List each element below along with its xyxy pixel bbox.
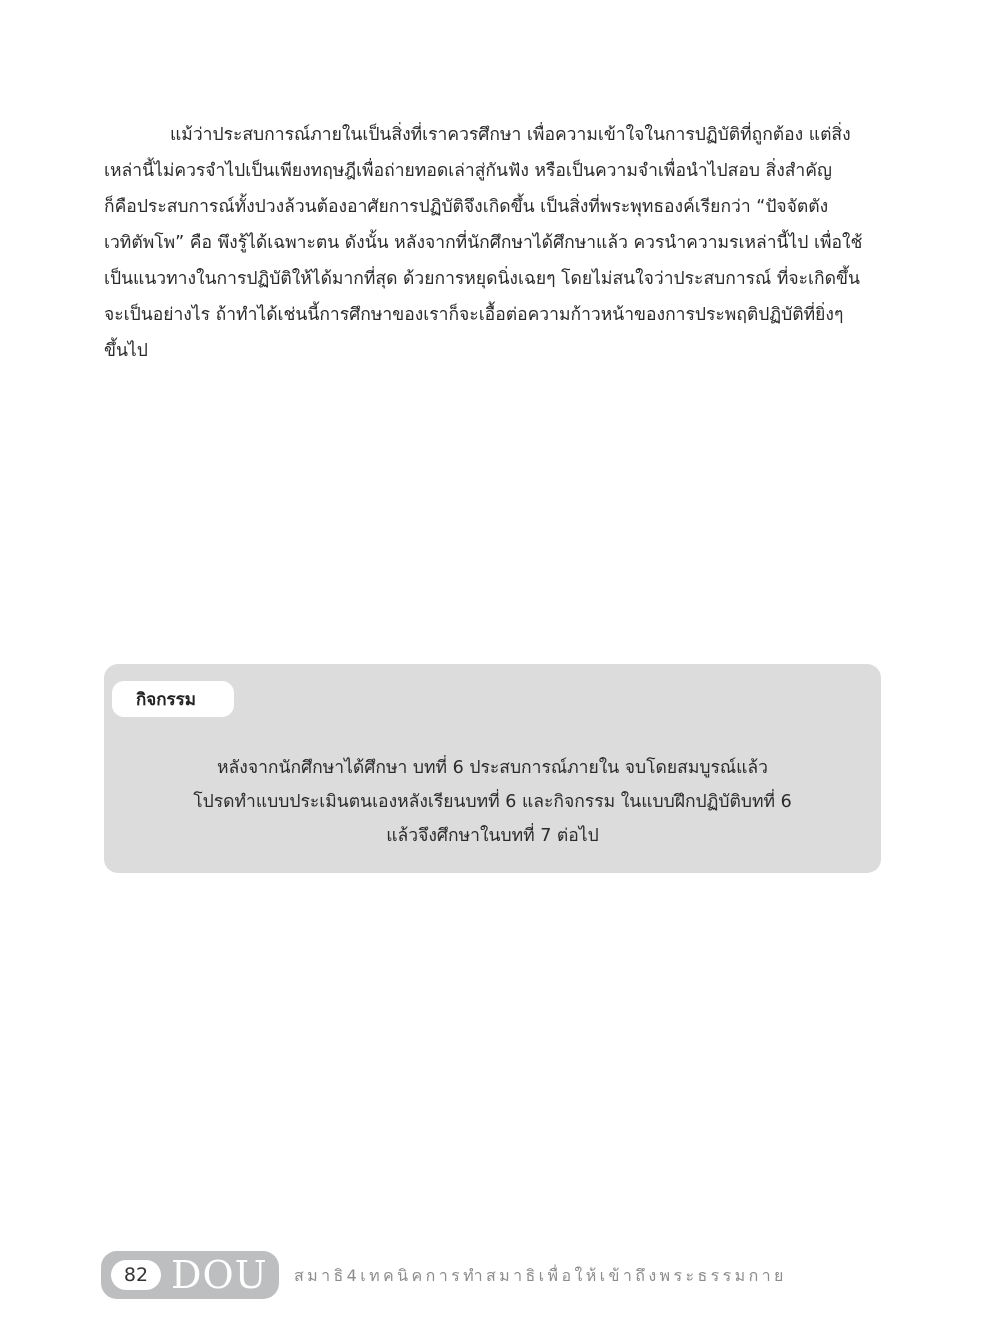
- footer-badge: [101, 1251, 279, 1299]
- activity-instructions: [104, 751, 881, 853]
- activity-line: หลังจากนักศึกษาได้ศึกษา บทที่ 6 ประสบการณ์ภายใน จบโดยสมบูรณ์แล้ว: [217, 758, 768, 778]
- paragraph-line: เวทิตัพโพ” คือ พึงรู้ได้เฉพาะตน ดังนั้น หลังจากที่นักศึกษาได้ศึกษาแล้ว ควรนำความรเหล่านี้ไป เพื่อใช้: [104, 233, 863, 253]
- activity-line: โปรดทำแบบประเมินตนเองหลังเรียนบทที่ 6 และกิจกรรม ในแบบฝึกปฏิบัติบทที่ 6: [193, 792, 792, 812]
- series-title: สมาธิ4เทคนิคการทำสมาธิเพื่อให้เข้าถึงพระธรรมกาย: [294, 1266, 787, 1285]
- paragraph-line: จะเป็นอย่างไร ถ้าทำได้เช่นนี้การศึกษาของเราก็จะเอื้อต่อความก้าวหน้าของการประพฤติปฏิบัติที่ยิ่งๆ: [104, 305, 844, 325]
- activity-title: กิจกรรม: [112, 681, 234, 717]
- activity-line: แล้วจึงศึกษาในบทที่ 7 ต่อไป: [386, 826, 599, 846]
- activity-box: [104, 664, 881, 873]
- paragraph-line: เหล่านี้ไม่ควรจำไปเป็นเพียงทฤษฎีเพื่อถ่ายทอดเล่าสู่กันฟัง หรือเป็นความจำเพื่อนำไปสอบ สิ่งสำคัญ: [104, 161, 832, 181]
- paragraph-line: แม้ว่าประสบการณ์ภายในเป็นสิ่งที่เราควรศึกษา เพื่อความเข้าใจในการปฏิบัติที่ถูกต้อง แต่สิ่ง: [170, 125, 851, 145]
- paragraph-line: ก็คือประสบการณ์ทั้งปวงล้วนต้องอาศัยการปฏิบัติจึงเกิดขึ้น เป็นสิ่งที่พระพุทธองค์เรียกว่า “ปัจจัตตัง: [104, 197, 829, 217]
- dou-logo: DOU: [171, 1253, 268, 1297]
- page-number: 82: [111, 1260, 161, 1290]
- paragraph-line: เป็นแนวทางในการปฏิบัติให้ได้มากที่สุด ด้วยการหยุดนิ่งเฉยๆ โดยไม่สนใจว่าประสบการณ์ ที่จะเกิดขึ้น: [104, 269, 860, 289]
- page-footer: [101, 1251, 901, 1301]
- body-paragraph: [104, 117, 886, 369]
- paragraph-line: ขึ้นไป: [104, 341, 148, 361]
